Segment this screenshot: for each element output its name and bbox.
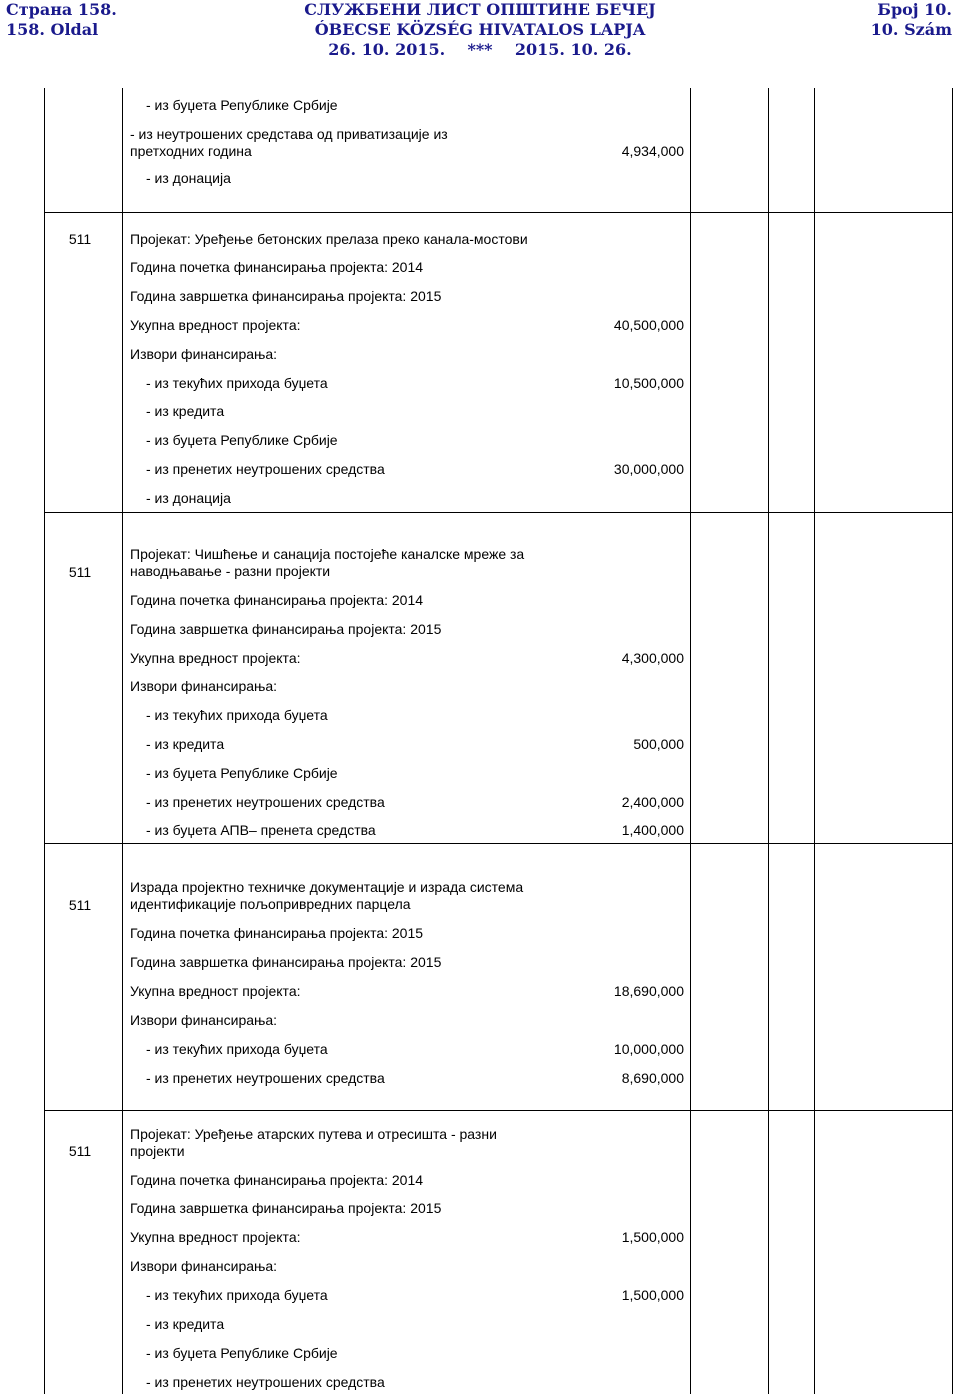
source-line: - из донација: [146, 490, 231, 506]
account-code: 511: [68, 1143, 92, 1159]
project-end-year: Година завршетка финансирања пројекта: 2015: [130, 954, 442, 970]
project-total-label: Укупна вредност пројекта:: [130, 983, 301, 999]
gazette-date: 26. 10. 2015. *** 2015. 10. 26.: [328, 40, 632, 59]
table-border: [44, 88, 45, 1394]
table-border: [768, 88, 769, 1394]
row-divider: [44, 843, 953, 844]
table-border: [122, 88, 123, 1394]
page-number-hu: 158. Oldal: [6, 20, 99, 39]
row-divider: [44, 512, 953, 513]
project-end-year: Година завршетка финансирања пројекта: 2015: [130, 1200, 442, 1216]
project-total: 4,300,000: [621, 650, 684, 666]
source-line: - из текућих прихода буџета: [146, 1287, 328, 1303]
project-total: 40,500,000: [613, 317, 684, 333]
amount: 30,000,000: [613, 461, 684, 477]
page-number-sr: Страна 158.: [6, 0, 117, 19]
project-title: Пројекат: Уређење атарских путева и отресишта - разни: [130, 1126, 497, 1142]
source-line: - из пренетих неутрошених средства: [146, 1374, 385, 1390]
project-start-year: Година почетка финансирања пројекта: 2014: [130, 592, 424, 608]
source-line: - из буџета Републике Србије: [146, 97, 338, 113]
source-line: - из буџета Републике Србије: [146, 765, 338, 781]
row-divider: [44, 1110, 953, 1111]
source-line: - из кредита: [146, 736, 225, 752]
project-end-year: Година завршетка финансирања пројекта: 2015: [130, 621, 442, 637]
source-line: - из буџета Републике Србије: [146, 432, 338, 448]
gazette-title-sr: СЛУЖБЕНИ ЛИСТ ОПШТИНЕ БЕЧЕЈ: [304, 0, 656, 19]
source-line: - из текућих прихода буџета: [146, 375, 328, 391]
project-start-year: Година почетка финансирања пројекта: 2014: [130, 1172, 424, 1188]
table-border: [690, 88, 691, 1394]
project-end-year: Година завршетка финансирања пројекта: 2015: [130, 288, 442, 304]
source-line: претходних година: [130, 143, 252, 159]
source-line: - из текућих прихода буџета: [146, 707, 328, 723]
source-line: - из текућих прихода буџета: [146, 1041, 328, 1057]
issue-number-hu: 10. Szám: [870, 20, 952, 39]
project-total: 18,690,000: [613, 983, 684, 999]
account-code: 511: [68, 231, 92, 247]
project-total: 1,500,000: [621, 1229, 684, 1245]
issue-number-sr: Број 10.: [877, 0, 952, 19]
source-line: - из донација: [146, 170, 231, 186]
amount: 10,000,000: [613, 1041, 684, 1057]
project-start-year: Година почетка финансирања пројекта: 2015: [130, 925, 424, 941]
account-code: 511: [68, 897, 92, 913]
source-line: - из пренетих неутрошених средства: [146, 461, 385, 477]
project-title: наводњавање - разни пројекти: [130, 563, 331, 579]
project-total-label: Укупна вредност пројекта:: [130, 317, 301, 333]
source-line: - из буџета АПВ– пренета средства: [146, 822, 376, 838]
source-line: - из неутрошених средстава од приватизације из: [130, 126, 448, 142]
amount: 1,500,000: [621, 1287, 684, 1303]
source-line: - из пренетих неутрошених средства: [146, 794, 385, 810]
project-start-year: Година почетка финансирања пројекта: 2014: [130, 259, 424, 275]
funding-sources-label: Извори финансирања:: [130, 1012, 278, 1028]
project-title: пројекти: [130, 1143, 185, 1159]
table-border: [952, 88, 953, 1394]
amount: 500,000: [633, 736, 684, 752]
amount: 2,400,000: [621, 794, 684, 810]
amount: 10,500,000: [613, 375, 684, 391]
account-code: 511: [68, 564, 92, 580]
table-border: [814, 88, 815, 1394]
source-line: - из кредита: [146, 403, 225, 419]
source-line: - из буџета Републике Србије: [146, 1345, 338, 1361]
row-divider: [44, 212, 953, 213]
project-title: Израда пројектно техничке документације и израда система: [130, 879, 524, 895]
project-title: идентификације пољопривредних парцела: [130, 896, 411, 912]
amount: 4,934,000: [621, 143, 684, 159]
amount: 1,400,000: [621, 822, 684, 838]
source-line: - из пренетих неутрошених средства: [146, 1070, 385, 1086]
funding-sources-label: Извори финансирања:: [130, 1258, 278, 1274]
funding-sources-label: Извори финансирања:: [130, 678, 278, 694]
project-total-label: Укупна вредност пројекта:: [130, 650, 301, 666]
source-line: - из кредита: [146, 1316, 225, 1332]
funding-sources-label: Извори финансирања:: [130, 346, 278, 362]
project-total-label: Укупна вредност пројекта:: [130, 1229, 301, 1245]
amount: 8,690,000: [621, 1070, 684, 1086]
project-title: Пројекат: Чишћење и санација постојеће каналске мреже за: [130, 546, 525, 562]
project-title: Пројекат: Уређење бетонских прелаза преко канала-мостови: [130, 231, 528, 247]
gazette-title-hu: ÓBECSE KÖZSÉG HIVATALOS LAPJA: [314, 20, 646, 39]
